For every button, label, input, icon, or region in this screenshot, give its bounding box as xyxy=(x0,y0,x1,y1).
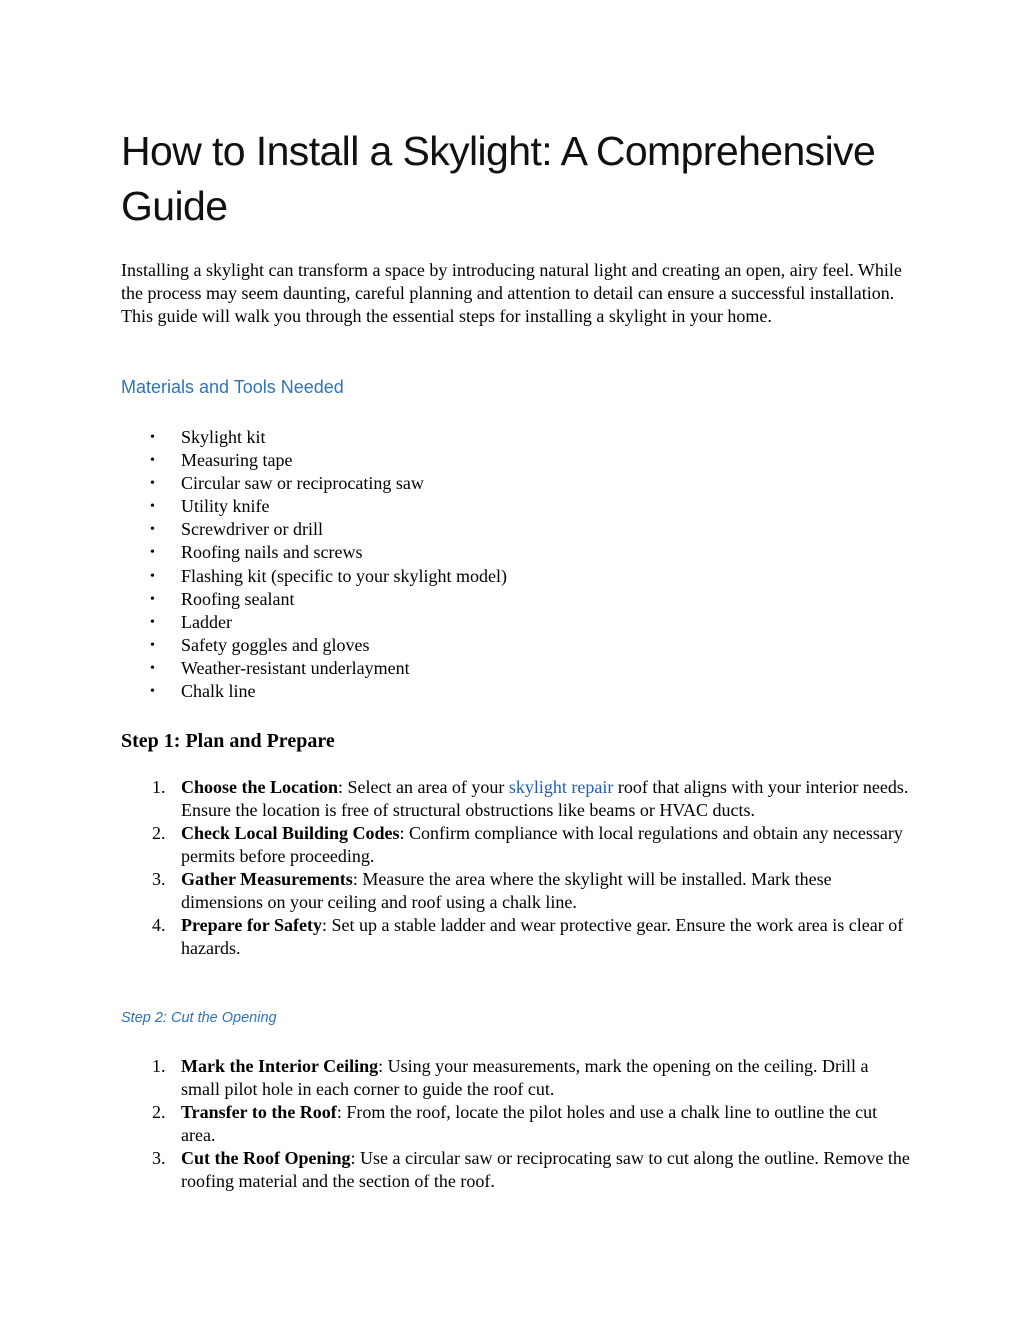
bullet-icon: • xyxy=(150,568,155,584)
step-title: Mark the Interior Ceiling xyxy=(181,1056,379,1076)
list-item xyxy=(121,1055,911,1101)
list-number: 3. xyxy=(152,1148,166,1168)
list-number: 4. xyxy=(152,915,166,935)
list-item-text: Measuring tape xyxy=(181,450,293,471)
step-title: Choose the Location xyxy=(181,777,338,797)
list-item xyxy=(121,518,911,541)
bullet-icon: • xyxy=(150,522,155,538)
document-title: How to Install a Skylight: A Comprehensive Guide xyxy=(121,128,876,229)
bullet-icon: • xyxy=(150,684,155,700)
step-text: : Set up a stable ladder and wear protective gear. Ensure the work area is clear of hazards. xyxy=(181,915,904,958)
bullet-icon: • xyxy=(150,637,155,653)
list-item xyxy=(121,1101,911,1147)
list-number: 2. xyxy=(152,1102,166,1122)
materials-list xyxy=(121,426,911,703)
list-item xyxy=(121,914,911,960)
list-item-text: Roofing sealant xyxy=(181,588,295,609)
list-number: 1. xyxy=(152,1056,166,1076)
list-item xyxy=(121,426,911,449)
list-item-text: Skylight kit xyxy=(181,427,266,447)
list-item xyxy=(121,588,911,611)
list-number: 1. xyxy=(152,777,166,797)
list-item-text: Circular saw or reciprocating saw xyxy=(181,473,424,494)
bullet-icon: • xyxy=(150,476,155,492)
step-text: : Use a circular saw or reciprocating saw to cut along the outline. Remove the roofing material and the section of the roof. xyxy=(181,1148,910,1191)
list-item xyxy=(121,1147,911,1193)
list-item-text: Utility knife xyxy=(181,496,270,517)
step2-list xyxy=(121,1055,911,1193)
step1-heading: Step 1: Plan and Prepare xyxy=(121,730,335,752)
step-text: : Using your measurements, mark the opening on the ceiling. Drill a small pilot hole in each corner to guide the roof cut. xyxy=(181,1056,869,1099)
bullet-icon: • xyxy=(150,453,155,469)
list-item-text: Safety goggles and gloves xyxy=(181,634,370,655)
list-item xyxy=(121,565,911,588)
materials-heading: Materials and Tools Needed xyxy=(121,377,344,397)
list-item xyxy=(121,822,911,868)
list-item xyxy=(121,541,911,564)
list-item-text: Weather-resistant underlayment xyxy=(181,657,410,678)
list-item-text: Ladder xyxy=(181,611,232,632)
list-item xyxy=(121,634,911,657)
list-item xyxy=(121,611,911,634)
list-item xyxy=(121,680,911,703)
step2-heading: Step 2: Cut the Opening xyxy=(121,1010,277,1026)
bullet-icon: • xyxy=(150,499,155,515)
list-item-text: Screwdriver or drill xyxy=(181,519,323,540)
list-item xyxy=(121,868,911,914)
step-title: Prepare for Safety xyxy=(181,915,322,935)
bullet-icon: • xyxy=(150,614,155,630)
list-item xyxy=(121,776,911,822)
step-text: : Select an area of your xyxy=(338,777,509,797)
list-item-text: Roofing nails and screws xyxy=(181,542,363,563)
step1-list xyxy=(121,776,911,960)
list-item-text: Chalk line xyxy=(181,681,256,702)
list-item xyxy=(121,657,911,680)
list-item xyxy=(121,472,911,495)
bullet-icon: • xyxy=(150,591,155,607)
step-title: Gather Measurements xyxy=(181,869,353,889)
list-item xyxy=(121,449,911,472)
bullet-icon: • xyxy=(150,545,155,561)
step-title: Check Local Building Codes xyxy=(181,823,400,843)
list-item-text: Flashing kit (specific to your skylight model) xyxy=(181,565,507,586)
step-text: : Confirm compliance with local regulations and obtain any necessary permits before proceeding. xyxy=(181,823,903,866)
list-number: 2. xyxy=(152,823,166,843)
step-title: Transfer to the Roof xyxy=(181,1102,337,1122)
list-item xyxy=(121,495,911,518)
skylight-repair-link[interactable]: skylight repair xyxy=(508,777,614,797)
list-number: 3. xyxy=(152,869,166,889)
intro-paragraph: Installing a skylight can transform a space by introducing natural light and creating an open, airy feel. While the process may seem daunting, careful planning and attention to detail can ensure a successful installation. This guide will walk you through the essential steps for installing a skylight in your home. xyxy=(121,260,902,326)
step-text: : Measure the area where the skylight will be installed. Mark these dimensions on your ceiling and roof using a chalk line. xyxy=(181,869,832,912)
bullet-icon: • xyxy=(150,430,155,445)
step-text: roof that aligns with your interior needs. Ensure the location is free of structural obstructions like beams or HVAC ducts. xyxy=(181,777,909,820)
step-title: Cut the Roof Opening xyxy=(181,1148,351,1168)
step-text: : From the roof, locate the pilot holes and use a chalk line to outline the cut area. xyxy=(181,1102,878,1145)
bullet-icon: • xyxy=(150,660,155,676)
